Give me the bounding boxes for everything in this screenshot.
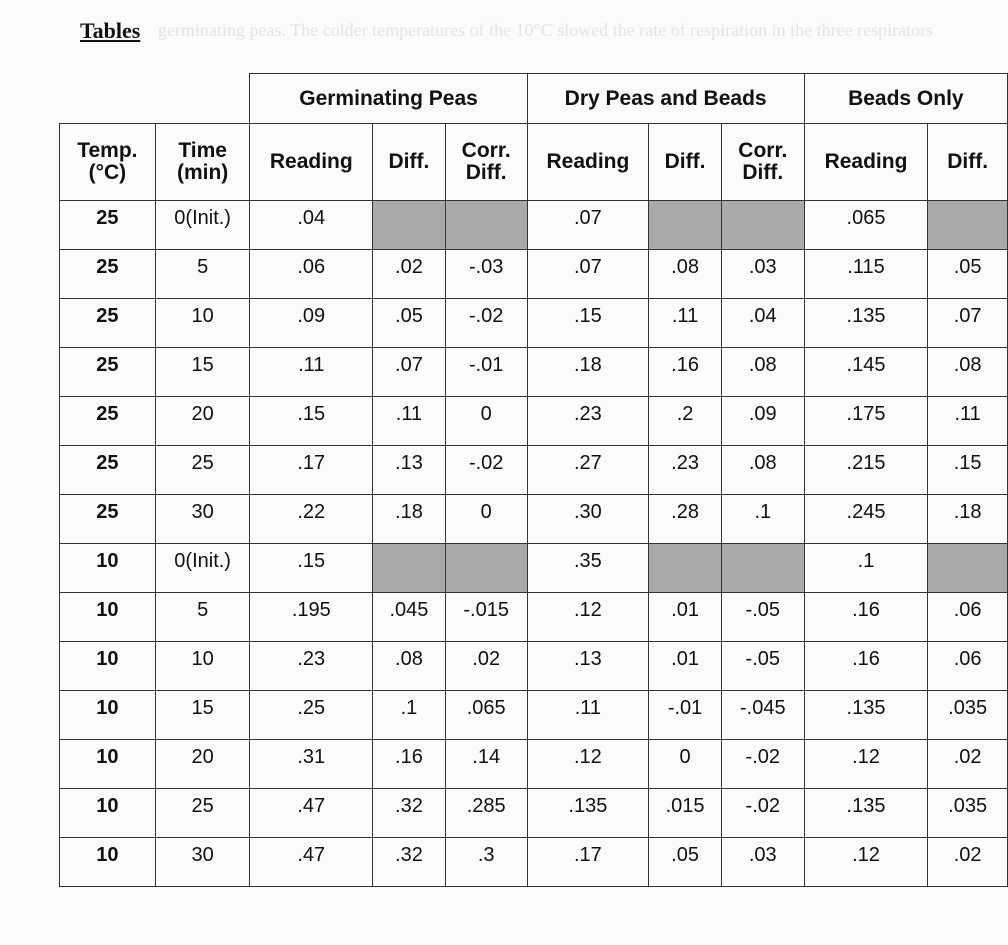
table-row [60, 691, 1008, 740]
value-cell: .285 [445, 789, 527, 838]
value-cell: .08 [928, 348, 1008, 397]
column-header: Reading [527, 124, 649, 201]
value-cell: .045 [373, 593, 446, 642]
value-cell: .215 [804, 446, 928, 495]
value-cell: .135 [804, 691, 928, 740]
time-cell: 15 [155, 691, 250, 740]
table-row [60, 838, 1008, 887]
value-cell: .02 [928, 838, 1008, 887]
value-cell: -.02 [721, 740, 804, 789]
value-cell: .08 [649, 250, 722, 299]
value-cell: .07 [928, 299, 1008, 348]
table-row [60, 642, 1008, 691]
value-cell: .2 [649, 397, 722, 446]
respiration-data-table [59, 73, 1008, 887]
temperature-cell: 25 [60, 250, 156, 299]
value-cell: .07 [527, 201, 649, 250]
value-cell: .31 [250, 740, 373, 789]
value-cell: -.015 [445, 593, 527, 642]
column-header: Corr. Diff. [445, 124, 527, 201]
column-header: Corr. Diff. [721, 124, 804, 201]
value-cell: .07 [527, 250, 649, 299]
value-cell: .05 [928, 250, 1008, 299]
value-cell: 0 [445, 495, 527, 544]
value-cell: .175 [804, 397, 928, 446]
value-cell: -.02 [445, 446, 527, 495]
temperature-cell: 10 [60, 838, 156, 887]
shaded-empty-cell [721, 201, 804, 250]
table-row [60, 495, 1008, 544]
value-cell: -.02 [445, 299, 527, 348]
table-row [60, 593, 1008, 642]
value-cell: .01 [649, 593, 722, 642]
value-cell: .32 [373, 789, 446, 838]
value-cell: .16 [804, 593, 928, 642]
value-cell: .04 [250, 201, 373, 250]
shaded-empty-cell [721, 544, 804, 593]
temperature-cell: 25 [60, 495, 156, 544]
time-cell: 10 [155, 299, 250, 348]
shaded-empty-cell [928, 201, 1008, 250]
time-cell: 5 [155, 593, 250, 642]
blank-corner [60, 74, 250, 124]
time-cell: 25 [155, 789, 250, 838]
value-cell: .06 [250, 250, 373, 299]
time-cell: 30 [155, 495, 250, 544]
column-header: Temp. (°C) [60, 124, 156, 201]
value-cell: .08 [721, 348, 804, 397]
value-cell: .23 [649, 446, 722, 495]
value-cell: .18 [373, 495, 446, 544]
time-cell: 10 [155, 642, 250, 691]
value-cell: .3 [445, 838, 527, 887]
section-title: Tables [80, 18, 141, 43]
value-cell: .18 [928, 495, 1008, 544]
value-cell: .16 [649, 348, 722, 397]
value-cell: .17 [250, 446, 373, 495]
shaded-empty-cell [649, 544, 722, 593]
value-cell: .06 [928, 642, 1008, 691]
table-row [60, 348, 1008, 397]
value-cell: .05 [649, 838, 722, 887]
value-cell: .13 [527, 642, 649, 691]
value-cell: .195 [250, 593, 373, 642]
value-cell: -.03 [445, 250, 527, 299]
temperature-cell: 10 [60, 691, 156, 740]
time-cell: 0(Init.) [155, 201, 250, 250]
value-cell: .01 [649, 642, 722, 691]
value-cell: .11 [373, 397, 446, 446]
value-cell: .065 [445, 691, 527, 740]
value-cell: .07 [373, 348, 446, 397]
value-cell: .1 [373, 691, 446, 740]
value-cell: .11 [928, 397, 1008, 446]
value-cell: .115 [804, 250, 928, 299]
value-cell: .35 [527, 544, 649, 593]
value-cell: 0 [445, 397, 527, 446]
value-cell: .015 [649, 789, 722, 838]
value-cell: .135 [804, 299, 928, 348]
value-cell: .145 [804, 348, 928, 397]
time-cell: 5 [155, 250, 250, 299]
value-cell: 0 [649, 740, 722, 789]
value-cell: .12 [527, 740, 649, 789]
temperature-cell: 25 [60, 446, 156, 495]
value-cell: -.05 [721, 642, 804, 691]
value-cell: .08 [721, 446, 804, 495]
temperature-cell: 10 [60, 789, 156, 838]
value-cell: .28 [649, 495, 722, 544]
table-row [60, 740, 1008, 789]
column-header: Time (min) [155, 124, 250, 201]
value-cell: .05 [373, 299, 446, 348]
time-cell: 0(Init.) [155, 544, 250, 593]
value-cell: .47 [250, 789, 373, 838]
temperature-cell: 25 [60, 348, 156, 397]
value-cell: .135 [527, 789, 649, 838]
time-cell: 15 [155, 348, 250, 397]
shaded-empty-cell [445, 201, 527, 250]
value-cell: .135 [804, 789, 928, 838]
table-row [60, 201, 1008, 250]
time-cell: 20 [155, 740, 250, 789]
value-cell: -.045 [721, 691, 804, 740]
value-cell: .22 [250, 495, 373, 544]
shaded-empty-cell [445, 544, 527, 593]
value-cell: .065 [804, 201, 928, 250]
temperature-cell: 25 [60, 299, 156, 348]
value-cell: .15 [250, 397, 373, 446]
time-cell: 30 [155, 838, 250, 887]
value-cell: .11 [527, 691, 649, 740]
time-cell: 20 [155, 397, 250, 446]
value-cell: .30 [527, 495, 649, 544]
value-cell: .17 [527, 838, 649, 887]
value-cell: .11 [649, 299, 722, 348]
value-cell: .06 [928, 593, 1008, 642]
column-header: Diff. [928, 124, 1008, 201]
value-cell: .08 [373, 642, 446, 691]
time-cell: 25 [155, 446, 250, 495]
value-cell: .12 [804, 740, 928, 789]
value-cell: .25 [250, 691, 373, 740]
value-cell: .47 [250, 838, 373, 887]
value-cell: .245 [804, 495, 928, 544]
value-cell: .23 [527, 397, 649, 446]
group-header-dry-peas-and-beads: Dry Peas and Beads [527, 74, 804, 124]
value-cell: .02 [928, 740, 1008, 789]
shaded-empty-cell [928, 544, 1008, 593]
column-header: Reading [250, 124, 373, 201]
value-cell: .03 [721, 250, 804, 299]
value-cell: .15 [527, 299, 649, 348]
temperature-cell: 25 [60, 397, 156, 446]
table-row [60, 446, 1008, 495]
value-cell: .32 [373, 838, 446, 887]
shaded-empty-cell [373, 544, 446, 593]
value-cell: .02 [445, 642, 527, 691]
value-cell: .11 [250, 348, 373, 397]
value-cell: .035 [928, 789, 1008, 838]
temperature-cell: 10 [60, 593, 156, 642]
column-header: Diff. [373, 124, 446, 201]
value-cell: -.02 [721, 789, 804, 838]
value-cell: .02 [373, 250, 446, 299]
temperature-cell: 25 [60, 201, 156, 250]
value-cell: -.01 [649, 691, 722, 740]
value-cell: -.05 [721, 593, 804, 642]
shaded-empty-cell [373, 201, 446, 250]
value-cell: .12 [527, 593, 649, 642]
group-header-beads-only: Beads Only [804, 74, 1007, 124]
temperature-cell: 10 [60, 642, 156, 691]
temperature-cell: 10 [60, 740, 156, 789]
value-cell: .1 [721, 495, 804, 544]
value-cell: .04 [721, 299, 804, 348]
value-cell: .03 [721, 838, 804, 887]
value-cell: .09 [721, 397, 804, 446]
value-cell: .15 [928, 446, 1008, 495]
bleed-through-text: germinating peas. The colder temperatures of the 10°C slowed the rate of respiration in the three respirators [158, 20, 934, 40]
column-header: Diff. [649, 124, 722, 201]
value-cell: .23 [250, 642, 373, 691]
value-cell: -.01 [445, 348, 527, 397]
value-cell: .15 [250, 544, 373, 593]
value-cell: .27 [527, 446, 649, 495]
value-cell: .16 [804, 642, 928, 691]
table-row [60, 544, 1008, 593]
value-cell: .14 [445, 740, 527, 789]
column-header: Reading [804, 124, 928, 201]
value-cell: .13 [373, 446, 446, 495]
value-cell: .09 [250, 299, 373, 348]
shaded-empty-cell [649, 201, 722, 250]
group-header-germinating-peas: Germinating Peas [250, 74, 527, 124]
table-row [60, 299, 1008, 348]
value-cell: .18 [527, 348, 649, 397]
value-cell: .12 [804, 838, 928, 887]
temperature-cell: 10 [60, 544, 156, 593]
table-row [60, 250, 1008, 299]
value-cell: .035 [928, 691, 1008, 740]
table-row [60, 397, 1008, 446]
value-cell: .1 [804, 544, 928, 593]
value-cell: .16 [373, 740, 446, 789]
table-row [60, 789, 1008, 838]
